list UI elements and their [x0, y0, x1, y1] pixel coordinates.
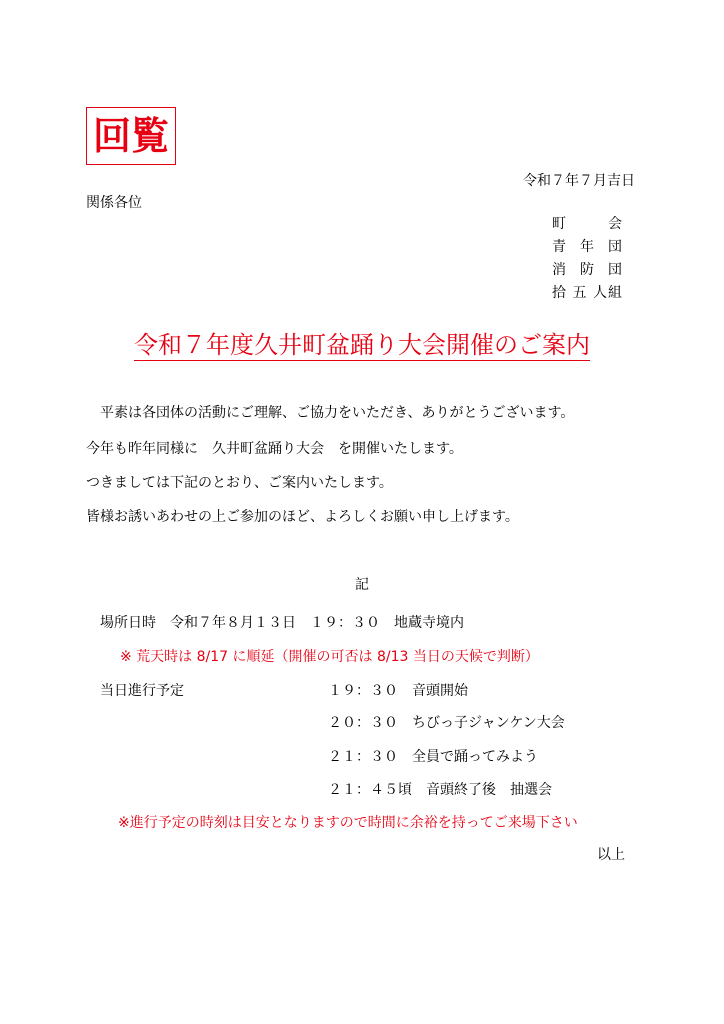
body-line-2: 今年も昨年同様に 久井町盆踊り大会 を開催いたします。: [86, 441, 463, 457]
document-date: 令和７年７月吉日: [523, 173, 635, 189]
circulation-stamp: 回覧: [86, 107, 176, 165]
venue-datetime: 場所日時 令和７年８月１３日 １９：３０ 地蔵寺境内: [100, 615, 464, 631]
sender-town-association: 町 会: [552, 216, 622, 232]
closing: 以上: [597, 847, 625, 863]
sender-group-fifteen: 拾 五 人組: [552, 285, 622, 301]
rain-postponement-note: ※ 荒天時は 8/17 に順延（開催の可否は 8/13 当日の天候で判断）: [120, 649, 539, 665]
schedule-item: ２０：３０ ちびっ子ジャンケン大会: [328, 715, 565, 731]
ki-heading: 記: [355, 577, 369, 593]
body-line-1: 平素は各団体の活動にご理解、ご協力をいただき、ありがとうございます。: [100, 405, 575, 421]
body-line-3: つきましては下記のとおり、ご案内いたします。: [86, 475, 393, 491]
schedule-label: 当日進行予定: [100, 683, 184, 699]
schedule-timing-note: ※進行予定の時刻は目安となりますので時間に余裕を持ってご来場下さい: [118, 815, 578, 831]
schedule-item: １９：３０ 音頭開始: [328, 683, 468, 699]
schedule-item: ２１：４５頃 音頭終了後 抽選会: [328, 782, 552, 798]
body-line-4: 皆様お誘いあわせの上ご参加のほど、よろしくお願い申し上げます。: [86, 509, 519, 525]
sender-fire-brigade: 消 防 団: [552, 262, 622, 278]
sender-youth-group: 青 年 団: [552, 239, 622, 255]
document-title: 令和７年度久井町盆踊り大会開催のご案内: [134, 331, 590, 359]
recipient: 関係各位: [86, 195, 142, 211]
schedule-item: ２１：３０ 全員で踊ってみよう: [328, 749, 538, 765]
